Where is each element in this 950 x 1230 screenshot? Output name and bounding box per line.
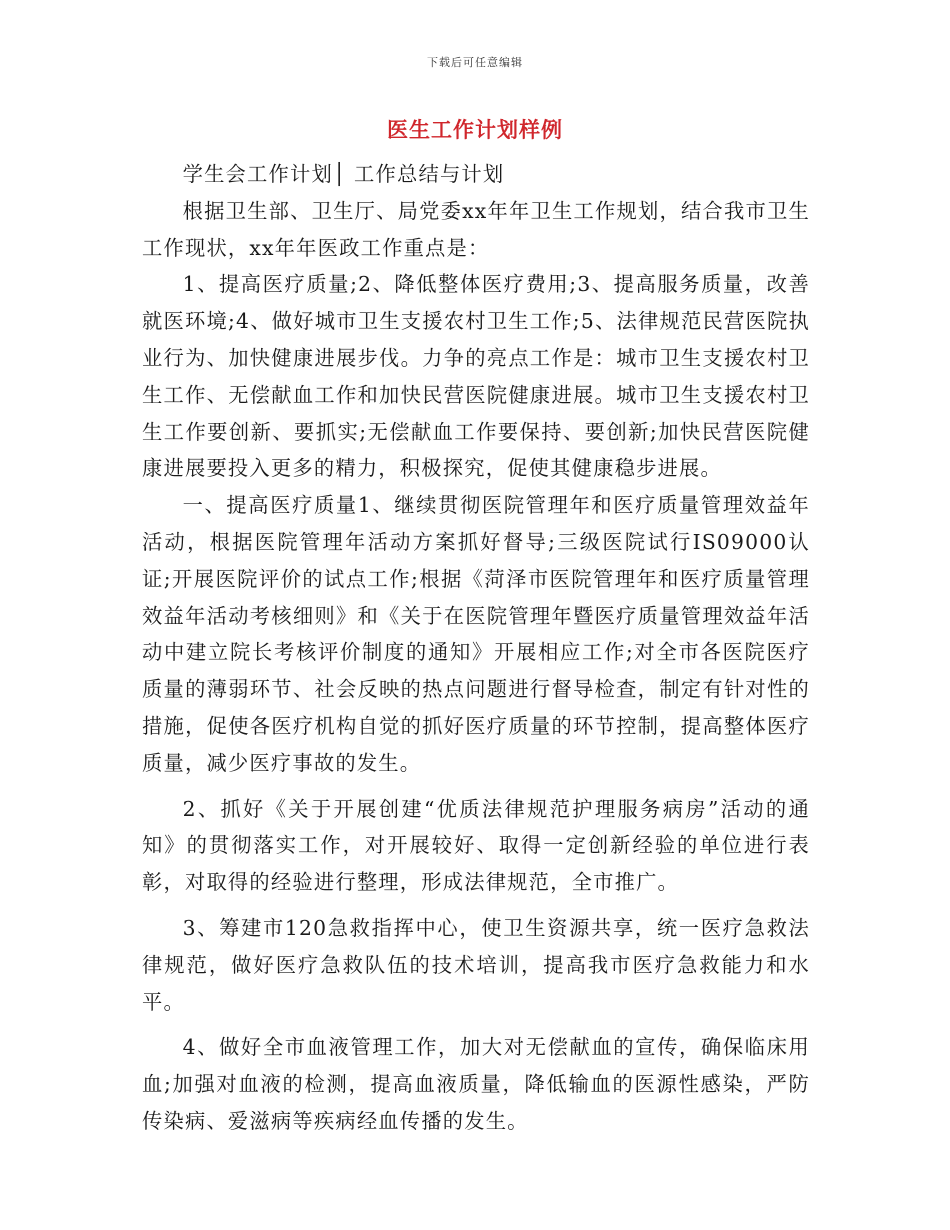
paragraph-section-1: 一、提高医疗质量1、继续贯彻医院管理年和医疗质量管理效益年活动，根据医院管理年活动方案抓好督导;三级医院试行IS09000认证;开展医院评价的试点工作;根据《菏泽市医院管理年和医疗质量管理效益年活动考核细则》和《关于在医院管理年暨医疗质量管理效益年活动中建立院长考核评价制度的通知》开展相应工作;对全市各医院医疗质量的薄弱环节、社会反映的热点问题进行督导检查，制定有针对性的措施，促使各医疗机构自觉的抓好医疗质量的环节控制，提高整体医疗质量，减少医疗事故的发生。 bbox=[142, 493, 810, 775]
paragraph-intro: 根据卫生部、卫生厅、局党委xx年年卫生工作规划，结合我市卫生工作现状，xx年年医政工作重点是： bbox=[142, 198, 810, 260]
paragraph-key-points: 1、提高医疗质量;2、降低整体医疗费用;3、提高服务质量，改善就医环境;4、做好城市卫生支援农村卫生工作;5、法律规范民营医院执业行为、加快健康进展步伐。力争的亮点工作是：城市卫生支援农村卫生工作、无偿献血工作和加快民营医院健康进展。城市卫生支援农村卫生工作要创新、要抓实;无偿献血工作要保持、要创新;加快民营医院健康进展要投入更多的精力，积极探究，促使其健康稳步进展。 bbox=[142, 272, 810, 481]
header-note: 下载后可任意编辑 bbox=[427, 56, 523, 69]
document-body bbox=[142, 156, 810, 1140]
paragraph-item-3: 3、筹建市120急救指挥中心，使卫生资源共享，统一医疗急救法律规范，做好医疗急救队伍的技术培训，提高我市医疗急救能力和水平。 bbox=[142, 915, 810, 1014]
paragraph-subtitle: 学生会工作计划│ 工作总结与计划 bbox=[182, 162, 505, 186]
paragraph-item-4: 4、做好全市血液管理工作，加大对无偿献血的宣传，确保临床用血;加强对血液的检测，提高血液质量，降低输血的医源性感染，严防传染病、爱滋病等疾病经血传播的发生。 bbox=[142, 1035, 810, 1133]
document-title: 医生工作计划样例 bbox=[387, 117, 563, 142]
paragraph-item-2: 2、抓好《关于开展创建“优质法律规范护理服务病房”活动的通知》的贯彻落实工作，对开展较好、取得一定创新经验的单位进行表彰，对取得的经验进行整理，形成法律规范，全市推广。 bbox=[142, 796, 810, 895]
